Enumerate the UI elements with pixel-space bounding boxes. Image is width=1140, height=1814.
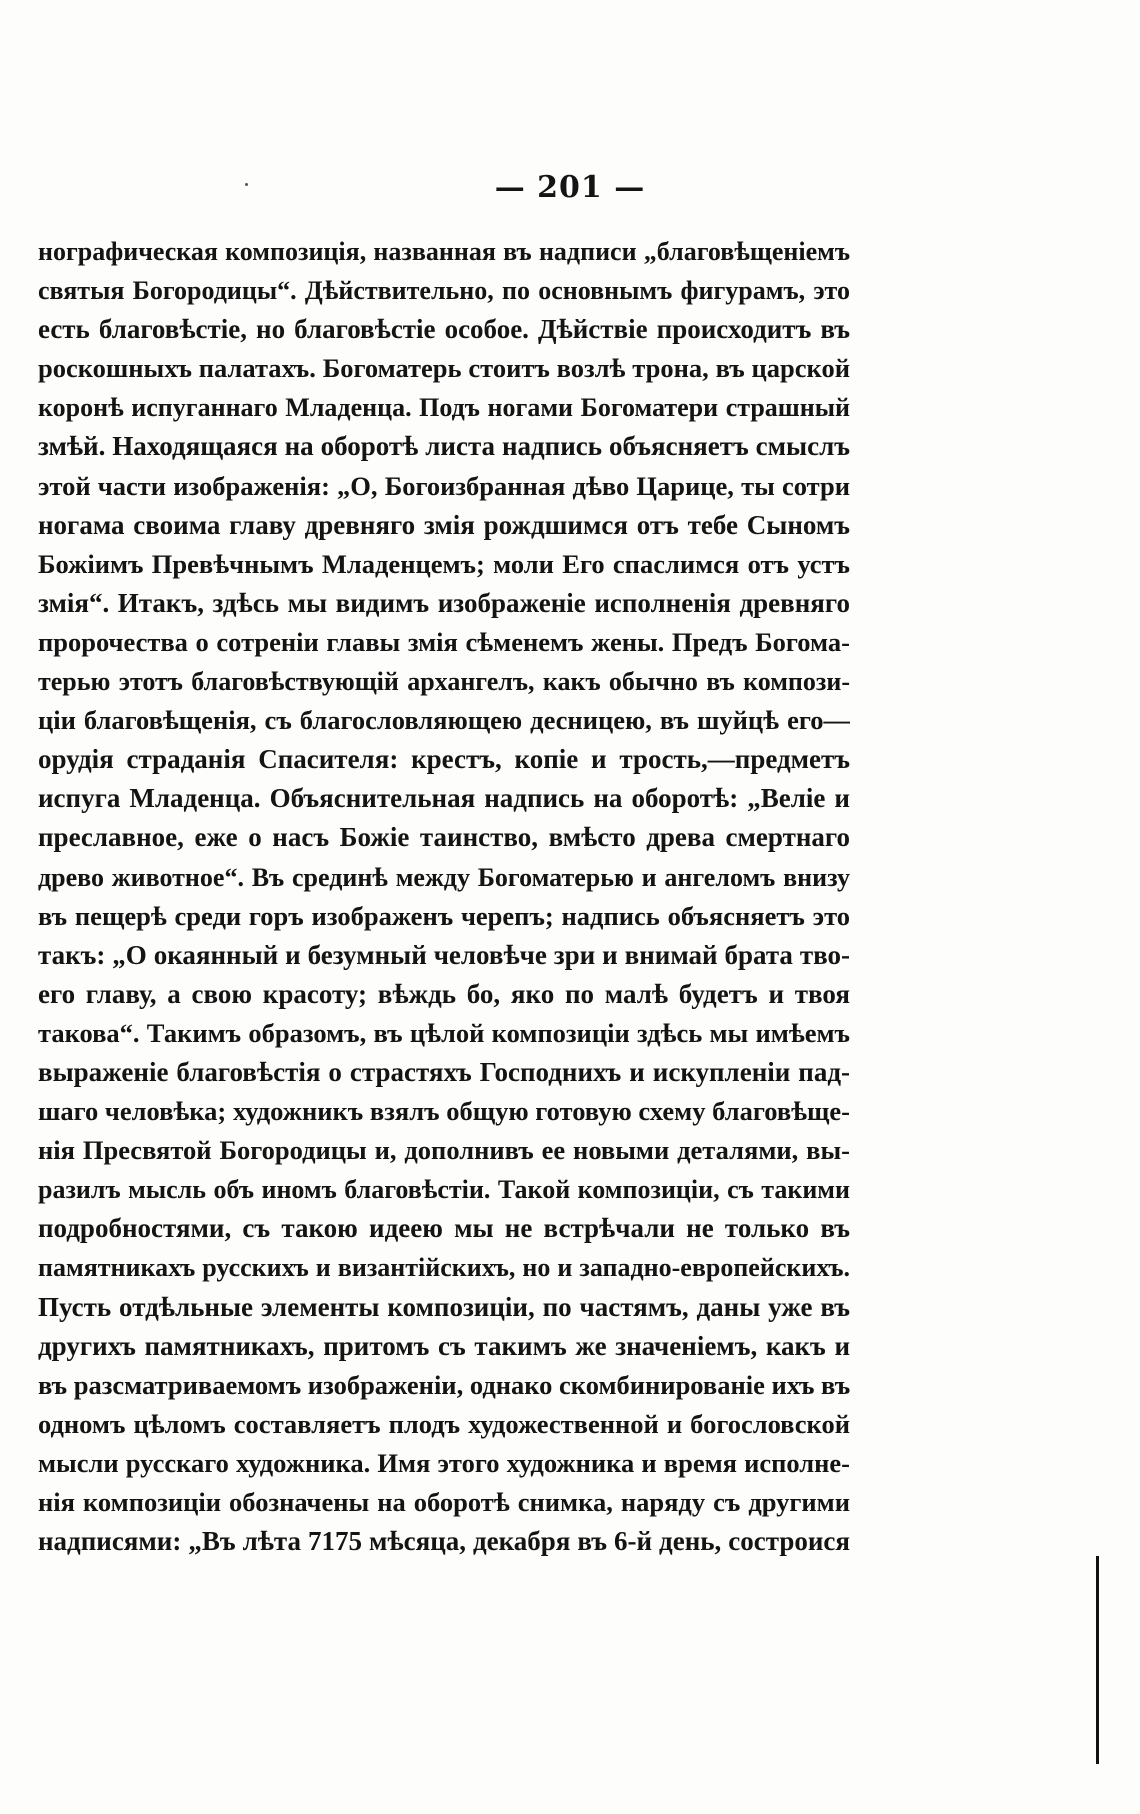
- text-line: этой части изображенія: „О, Богоизбранная дѣво Царице, ты сотри: [38, 470, 850, 501]
- text-line: въ пещерѣ среди горъ изображенъ черепъ; надпись объясняетъ это: [38, 900, 850, 931]
- text-line: нографическая композиція, названная въ надписи „благовѣщеніемъ: [38, 237, 850, 266]
- text-line: древо животное“. Въ срединѣ между Богоматерью и ангеломъ внизу: [38, 862, 850, 892]
- margin-rule: [1096, 1556, 1099, 1764]
- text-line: такова“. Такимъ образомъ, въ цѣлой композиціи здѣсь мы имѣемъ: [38, 1017, 850, 1048]
- text-line: ногама своима главу древняго змія рождшимся отъ тебе Сыномъ: [38, 509, 850, 540]
- text-line: змія“. Итакъ, здѣсь мы видимъ изображеніе исполненія древняго: [38, 587, 850, 618]
- text-line: Пусть отдѣльные элементы композиціи, по частямъ, даны уже въ: [38, 1291, 850, 1322]
- text-line: одномъ цѣломъ составляетъ плодъ художественной и богословской: [38, 1408, 850, 1439]
- text-line: испуга Младенца. Объяснительная надпись на оборотѣ: „Веліе и: [38, 783, 850, 814]
- text-line: нія Пресвятой Богородицы и, дополнивъ ее новыми деталями, вы-: [38, 1135, 850, 1166]
- text-line: въ разсматриваемомъ изображеніи, однако скомбинированіе ихъ въ: [38, 1369, 850, 1400]
- text-line: шаго человѣка; художникъ взялъ общую готовую схему благовѣще-: [38, 1096, 850, 1127]
- text-line: змѣй. Находящаяся на оборотѣ листа надпись объясняетъ смыслъ: [38, 431, 850, 462]
- text-line: такъ: „О окаянный и безумный человѣче зри и внимай брата тво-: [38, 939, 850, 970]
- text-line: пророчества о сотреніи главы змія сѣменемъ жены. Предъ Богома-: [38, 626, 850, 657]
- text-line: есть благовѣстіе, но благовѣстіе особое. Дѣйствіе происходитъ въ: [38, 314, 850, 345]
- text-line: орудія страданія Спасителя: крестъ, копіе и трость,—предметъ: [38, 744, 850, 775]
- text-line: надписями: „Въ лѣта 7175 мѣсяца, декабря въ 6-й день, состроися: [38, 1526, 850, 1557]
- ink-speck: [245, 183, 248, 186]
- text-line: ціи благовѣщенія, съ благословляющею десницею, въ шуйцѣ его—: [38, 705, 850, 736]
- text-line: преславное, еже о насъ Божіе таинство, вмѣсто древа смертнаго: [38, 822, 850, 853]
- text-line: разилъ мысль объ иномъ благовѣстіи. Такой композиціи, съ такими: [38, 1175, 850, 1205]
- text-line: подробностями, съ такою идеею мы не встрѣчали не только въ: [38, 1213, 850, 1244]
- page-number: — 201 —: [494, 170, 646, 205]
- body-text: [38, 232, 850, 1561]
- text-line: нія композиціи обозначены на оборотѣ снимка, наряду съ другими: [38, 1487, 850, 1517]
- text-line: мысли русскаго художника. Имя этого художника и время исполне-: [38, 1447, 850, 1478]
- text-line: другихъ памятникахъ, притомъ съ такимъ же значеніемъ, какъ и: [38, 1330, 850, 1361]
- text-line: коронѣ испуганнаго Младенца. Подъ ногами Богоматери страшный: [38, 393, 850, 423]
- text-line: памятникахъ русскихъ и византійскихъ, но и западно-европейскихъ.: [38, 1253, 850, 1283]
- text-line: выраженіе благовѣстія о страстяхъ Господнихъ и искупленіи пад-: [38, 1056, 850, 1087]
- text-line: Божіимъ Превѣчнымъ Младенцемъ; моли Его спаслимся отъ устъ: [38, 548, 850, 579]
- text-line: терью этотъ благовѣствующій архангелъ, какъ обычно въ компози-: [38, 667, 850, 697]
- text-line: роскошныхъ палатахъ. Богоматерь стоитъ возлѣ трона, въ царской: [38, 353, 850, 384]
- text-line: его главу, а свою красоту; вѣждь бо, яко по малѣ будетъ и твоя: [38, 978, 850, 1009]
- text-line: святыя Богородицы“. Дѣйствительно, по основнымъ фигурамъ, это: [38, 276, 850, 306]
